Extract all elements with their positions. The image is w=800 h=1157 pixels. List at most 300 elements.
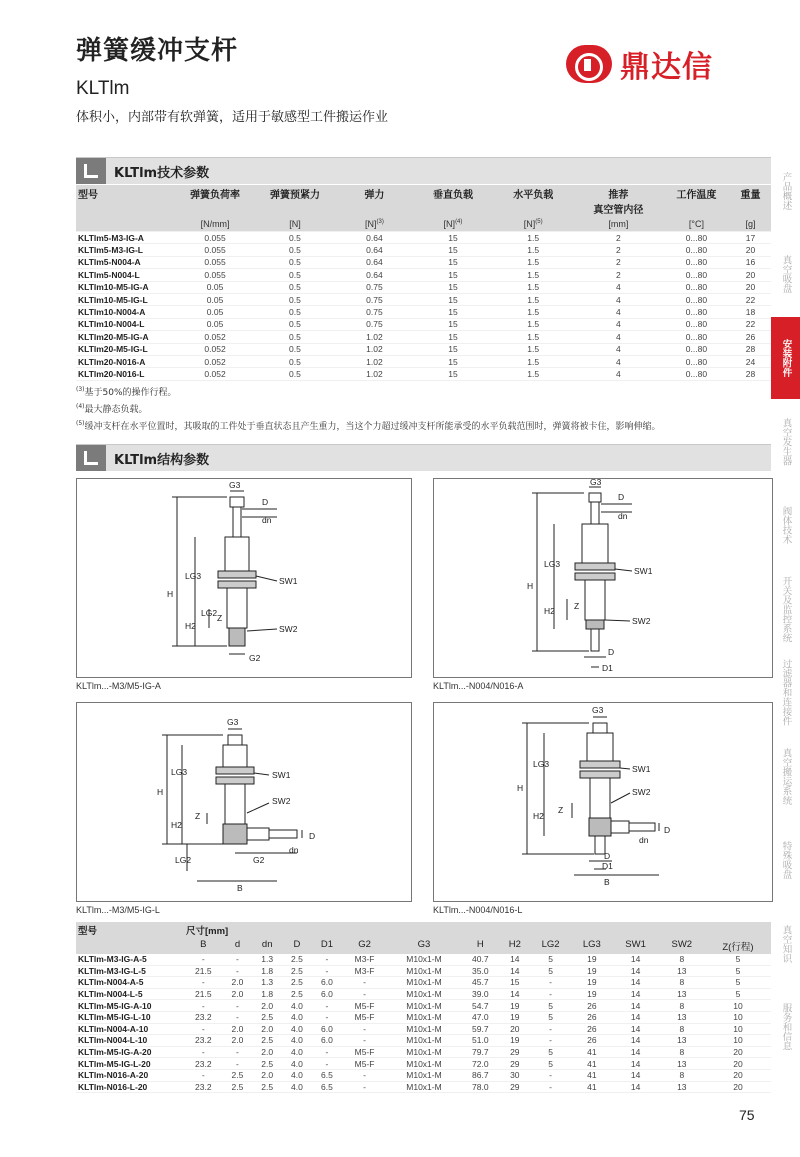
table-cell: 15: [500, 977, 530, 989]
sidebar-item[interactable]: [771, 485, 800, 567]
table-cell: 1.02: [336, 343, 414, 355]
table-cell: 4.0: [282, 1023, 312, 1035]
table-cell: 18: [730, 306, 771, 318]
table-cell: 51.0: [461, 1035, 500, 1047]
table-cell: 14: [613, 1058, 659, 1070]
table-cell: 15: [413, 244, 492, 256]
table-cell: 10: [705, 1023, 771, 1035]
sidebar-item-label: 真空搬运系统: [780, 747, 792, 805]
table-cell: M10x1-M: [387, 1000, 461, 1012]
sidebar-item-label: 真空知识: [780, 924, 792, 963]
table-cell: 2.5: [252, 1035, 282, 1047]
label-dn: dn: [639, 835, 649, 845]
table-cell: -: [342, 1035, 387, 1047]
label-h2: H2: [171, 820, 182, 830]
struct-section-header: [76, 444, 771, 471]
table-cell: 14: [613, 1000, 659, 1012]
table-cell: 0.64: [336, 232, 414, 244]
table-cell: 1.5: [493, 343, 574, 355]
table-cell: 0.75: [336, 306, 414, 318]
table-cell: 29: [500, 1058, 530, 1070]
table-cell: 15: [413, 331, 492, 343]
table-cell: 2.5: [223, 1069, 253, 1081]
table-cell: 24: [730, 355, 771, 367]
table-cell: 30: [500, 1069, 530, 1081]
label-h2: H2: [185, 621, 196, 631]
footnote: $^{(5)}$缓冲支杆在水平位置时，其吸取的工件处于垂直状态且产生重力，当这个力超过缓冲支杆所能承受的水平负载范围时，弹簧将被卡住，影响伸缩。: [76, 420, 661, 432]
table-cell: 0.052: [176, 355, 255, 367]
sidebar-item-label: 真空吸盘: [780, 255, 792, 294]
table-cell: 0.05: [176, 306, 255, 318]
tech-col-header: 垂直负载: [413, 185, 492, 217]
table-cell: 2.5: [252, 1058, 282, 1070]
tech-col-header: 弹力: [336, 185, 414, 217]
table-cell: 13: [659, 988, 705, 1000]
table-cell: M10x1-M: [387, 1058, 461, 1070]
table-row: [76, 368, 771, 380]
table-cell: 41: [571, 1069, 612, 1081]
table-cell: 4: [574, 343, 663, 355]
table-cell: KLTlm5-N004-L: [76, 269, 176, 281]
tech-notes: [76, 383, 661, 434]
label-h: H: [527, 581, 534, 591]
table-row: [76, 269, 771, 281]
table-cell: 28: [730, 343, 771, 355]
label-dn: dn: [289, 845, 299, 855]
label-d1: D1: [602, 663, 613, 673]
table-cell: 0.64: [336, 244, 414, 256]
label-b: B: [237, 883, 243, 893]
tech-col-header: 水平负载: [493, 185, 574, 217]
label-sw2: SW2: [272, 796, 291, 806]
dim-size-header: 尺寸[mm]: [184, 922, 771, 938]
table-cell: KLTlm20-N016-A: [76, 355, 176, 367]
dim-col-header: B: [184, 938, 223, 954]
table-row: [76, 1000, 771, 1012]
table-row: [76, 1046, 771, 1058]
table-cell: 15: [413, 232, 492, 244]
footnote: $^{(4)}$最大静态负载。: [76, 403, 148, 415]
table-cell: 14: [613, 988, 659, 1000]
table-cell: 20: [730, 269, 771, 281]
label-z: Z: [217, 613, 223, 623]
sidebar-item-label: 阀体技术: [780, 506, 792, 545]
dim-col-header: d: [223, 938, 253, 954]
label-d: D: [608, 647, 615, 657]
brand-logo: [566, 42, 713, 86]
label-g3: G3: [592, 705, 604, 715]
table-cell: 20: [705, 1081, 771, 1093]
table-cell: 0.5: [254, 368, 335, 380]
table-cell: KLTlm5-M3-IG-L: [76, 244, 176, 256]
table-cell: 78.0: [461, 1081, 500, 1093]
table-cell: -: [223, 1000, 253, 1012]
table-cell: 15: [413, 368, 492, 380]
label-lg2: LG2: [175, 855, 192, 865]
table-cell: 8: [659, 1000, 705, 1012]
table-cell: 1.5: [493, 244, 574, 256]
table-cell: 0.5: [254, 256, 335, 268]
table-cell: -: [184, 977, 223, 989]
page-number: 75: [739, 1107, 755, 1123]
table-cell: 5: [705, 977, 771, 989]
dim-col-header: Z(行程): [705, 938, 771, 954]
label-z: Z: [558, 805, 564, 815]
table-row: [76, 232, 771, 244]
table-cell: 35.0: [461, 965, 500, 977]
table-cell: 0.5: [254, 306, 335, 318]
table-cell: 59.7: [461, 1023, 500, 1035]
table-cell: 0...80: [663, 269, 730, 281]
table-cell: 0.64: [336, 256, 414, 268]
product-model: KLTlm: [76, 78, 130, 99]
table-cell: 0...80: [663, 343, 730, 355]
sidebar-item[interactable]: [771, 568, 800, 650]
caption-fig2: KLTlm...-N004/N016-A: [433, 681, 524, 691]
label-sw1: SW1: [272, 770, 291, 780]
table-cell: 1.3: [252, 954, 282, 965]
table-row: [76, 256, 771, 268]
table-cell: 4.0: [282, 1081, 312, 1093]
table-cell: 0.055: [176, 232, 255, 244]
label-g3: G3: [227, 717, 239, 727]
label-sw1: SW1: [279, 576, 298, 586]
table-cell: 23.2: [184, 1035, 223, 1047]
tech-col-header: 弹簧负荷率: [176, 185, 255, 217]
table-cell: 41: [571, 1081, 612, 1093]
table-cell: 14: [500, 988, 530, 1000]
table-cell: 0.5: [254, 331, 335, 343]
table-cell: 5: [530, 1000, 571, 1012]
footnote: $^{(3)}$基于50%的操作行程。: [76, 386, 177, 398]
table-cell: 8: [659, 977, 705, 989]
table-cell: 2.0: [223, 1035, 253, 1047]
label-d1: D1: [602, 861, 613, 871]
table-cell: 14: [500, 954, 530, 965]
table-cell: 4.0: [282, 1046, 312, 1058]
table-cell: 13: [659, 1035, 705, 1047]
table-cell: 14: [613, 977, 659, 989]
sidebar-item[interactable]: [771, 234, 800, 316]
table-cell: -: [223, 965, 253, 977]
table-cell: 5: [705, 988, 771, 1000]
table-cell: M5-F: [342, 1000, 387, 1012]
table-cell: 6.0: [312, 1023, 342, 1035]
table-cell: 4.0: [282, 1000, 312, 1012]
table-cell: 1.5: [493, 256, 574, 268]
table-cell: 13: [659, 965, 705, 977]
table-cell: 0...80: [663, 318, 730, 330]
table-cell: 0.052: [176, 343, 255, 355]
table-cell: -: [223, 954, 253, 965]
table-cell: 2.0: [252, 1069, 282, 1081]
tech-section-title: KLTlm技术参数: [114, 165, 210, 181]
table-cell: 1.5: [493, 318, 574, 330]
table-cell: 0.05: [176, 293, 255, 305]
table-row: [76, 244, 771, 256]
table-cell: 2: [574, 232, 663, 244]
table-cell: 14: [613, 1035, 659, 1047]
table-cell: 10: [705, 1011, 771, 1023]
table-cell: 0...80: [663, 368, 730, 380]
table-cell: 14: [613, 1046, 659, 1058]
dim-col-header: H2: [500, 938, 530, 954]
table-cell: 2.0: [252, 1046, 282, 1058]
table-cell: 26: [571, 1035, 612, 1047]
logo-text: 鼎达信: [620, 50, 713, 85]
table-cell: KLTlm5-N004-A: [76, 256, 176, 268]
table-cell: 26: [571, 1000, 612, 1012]
table-cell: M10x1-M: [387, 1011, 461, 1023]
table-cell: 22: [730, 318, 771, 330]
table-row: [76, 1011, 771, 1023]
sidebar-item-label: 开关及监控系统: [780, 575, 792, 643]
table-cell: -: [312, 954, 342, 965]
table-row: [76, 1035, 771, 1047]
table-cell: 19: [571, 954, 612, 965]
table-cell: M5-F: [342, 1058, 387, 1070]
table-cell: M10x1-M: [387, 977, 461, 989]
table-cell: 15: [413, 269, 492, 281]
tech-col-header: 推荐 真空管内径: [574, 185, 663, 217]
table-cell: 29: [500, 1046, 530, 1058]
table-cell: 4: [574, 306, 663, 318]
table-cell: 2.5: [282, 988, 312, 1000]
sidebar-item[interactable]: [771, 986, 800, 1068]
table-cell: 1.5: [493, 331, 574, 343]
table-row: [76, 355, 771, 367]
table-cell: 20: [705, 1058, 771, 1070]
label-h: H: [157, 787, 164, 797]
table-cell: 5: [705, 965, 771, 977]
table-cell: M5-F: [342, 1046, 387, 1058]
sidebar-item[interactable]: [771, 819, 800, 901]
caption-fig3: KLTlm...-M3/M5-IG-L: [76, 905, 160, 915]
dim-col-header: LG2: [530, 938, 571, 954]
table-cell: KLTlm-M3-IG-L-5: [76, 965, 184, 977]
table-cell: -: [530, 988, 571, 1000]
table-cell: 4: [574, 368, 663, 380]
table-cell: KLTlm-M5-IG-A-10: [76, 1000, 184, 1012]
table-cell: -: [530, 977, 571, 989]
dim-col-header: SW2: [659, 938, 705, 954]
table-cell: -: [312, 1046, 342, 1058]
table-row: [76, 1058, 771, 1070]
table-cell: 4.0: [282, 1069, 312, 1081]
table-cell: -: [184, 1000, 223, 1012]
label-g3: G3: [229, 480, 241, 490]
label-d: D: [309, 831, 316, 841]
table-cell: 5: [705, 954, 771, 965]
table-cell: 8: [659, 1069, 705, 1081]
table-cell: 2.5: [282, 965, 312, 977]
sidebar-item[interactable]: [771, 150, 800, 232]
dim-model-header: 型号: [76, 922, 184, 954]
label-lg3: LG3: [533, 759, 550, 769]
table-cell: 5: [530, 1046, 571, 1058]
table-cell: 2.0: [252, 1000, 282, 1012]
tech-col-header: 重量: [730, 185, 771, 217]
sidebar-item-label: 安装附件: [780, 339, 792, 378]
dim-col-header: G3: [387, 938, 461, 954]
label-h: H: [517, 783, 524, 793]
table-cell: 0.5: [254, 244, 335, 256]
table-cell: M10x1-M: [387, 1069, 461, 1081]
table-cell: 15: [413, 281, 492, 293]
table-cell: 29: [500, 1081, 530, 1093]
label-h2: H2: [544, 606, 555, 616]
table-cell: 14: [500, 965, 530, 977]
label-sw1: SW1: [632, 764, 651, 774]
table-cell: 0...80: [663, 256, 730, 268]
sidebar-item-label: 过滤器和连接件: [780, 659, 792, 726]
table-cell: 1.5: [493, 306, 574, 318]
dim-col-header: SW1: [613, 938, 659, 954]
table-cell: -: [530, 1035, 571, 1047]
table-cell: 19: [571, 965, 612, 977]
table-cell: 19: [571, 988, 612, 1000]
sidebar-item[interactable]: [771, 401, 800, 483]
sidebar-item[interactable]: [771, 903, 800, 985]
dim-col-header: H: [461, 938, 500, 954]
table-row: [76, 306, 771, 318]
sidebar-item[interactable]: [771, 735, 800, 817]
table-cell: 0.5: [254, 355, 335, 367]
label-z: Z: [574, 601, 580, 611]
table-cell: -: [342, 977, 387, 989]
table-cell: 20: [705, 1046, 771, 1058]
table-cell: 0.5: [254, 318, 335, 330]
table-cell: 4: [574, 293, 663, 305]
table-cell: -: [530, 1081, 571, 1093]
table-cell: 13: [659, 1081, 705, 1093]
table-cell: 0...80: [663, 355, 730, 367]
table-cell: KLTlm-M5-IG-L-10: [76, 1011, 184, 1023]
table-cell: 8: [659, 1023, 705, 1035]
table-cell: 19: [500, 1011, 530, 1023]
tech-unit: [N]: [254, 217, 335, 232]
table-cell: 1.02: [336, 331, 414, 343]
table-cell: -: [223, 1011, 253, 1023]
dim-col-header: dn: [252, 938, 282, 954]
table-cell: 23.2: [184, 1058, 223, 1070]
table-cell: 15: [413, 343, 492, 355]
table-row: [76, 331, 771, 343]
table-cell: KLTlm-N004-A-10: [76, 1023, 184, 1035]
label-d: D: [618, 492, 625, 502]
sidebar-item[interactable]: [771, 317, 800, 399]
table-cell: 13: [659, 1058, 705, 1070]
label-lg2: LG2: [201, 608, 218, 618]
label-dn: dn: [618, 511, 628, 521]
table-cell: 0...80: [663, 331, 730, 343]
table-cell: KLTlm-M5-IG-A-20: [76, 1046, 184, 1058]
table-cell: 0.055: [176, 256, 255, 268]
table-cell: 0.5: [254, 343, 335, 355]
table-cell: 0...80: [663, 232, 730, 244]
table-cell: 86.7: [461, 1069, 500, 1081]
table-cell: -: [223, 1058, 253, 1070]
table-cell: 1.5: [493, 281, 574, 293]
table-row: [76, 988, 771, 1000]
table-cell: -: [342, 1081, 387, 1093]
table-cell: KLTlm5-M3-IG-A: [76, 232, 176, 244]
table-cell: KLTlm20-M5-IG-A: [76, 331, 176, 343]
sidebar-item-label: 特殊吸盘: [780, 840, 792, 879]
table-cell: 2.0: [223, 977, 253, 989]
table-cell: KLTlm-N004-A-5: [76, 977, 184, 989]
table-cell: 0...80: [663, 293, 730, 305]
tech-unit: [N/mm]: [176, 217, 255, 232]
table-cell: 14: [613, 1023, 659, 1035]
drawing-n004-n016-l: [433, 702, 773, 902]
table-row: [76, 977, 771, 989]
table-cell: -: [312, 1000, 342, 1012]
table-cell: 1.5: [493, 269, 574, 281]
table-cell: M3-F: [342, 954, 387, 965]
table-row: [76, 318, 771, 330]
table-cell: 19: [500, 1035, 530, 1047]
table-cell: 41: [571, 1046, 612, 1058]
table-cell: 5: [530, 954, 571, 965]
table-cell: 6.5: [312, 1081, 342, 1093]
sidebar-item[interactable]: [771, 652, 800, 734]
table-cell: KLTlm-M5-IG-L-20: [76, 1058, 184, 1070]
table-cell: M10x1-M: [387, 988, 461, 1000]
table-row: [76, 954, 771, 965]
tech-unit: [°C]: [663, 217, 730, 232]
table-cell: 26: [571, 1011, 612, 1023]
tech-section-header: [76, 157, 771, 184]
label-d: D: [604, 851, 611, 861]
table-cell: 0.75: [336, 281, 414, 293]
label-lg3: LG3: [185, 571, 202, 581]
label-g2: G2: [253, 855, 265, 865]
table-row: [76, 281, 771, 293]
table-cell: 5: [530, 1058, 571, 1070]
table-cell: -: [184, 954, 223, 965]
table-cell: 20: [500, 1023, 530, 1035]
label-sw2: SW2: [632, 787, 651, 797]
table-cell: 0.5: [254, 269, 335, 281]
table-row: [76, 1081, 771, 1093]
table-cell: 21.5: [184, 965, 223, 977]
dimensions-table: [76, 922, 771, 1093]
label-sw2: SW2: [279, 624, 298, 634]
drawing-n004-n016-a: [433, 478, 773, 678]
label-d: D: [262, 497, 269, 507]
tech-unit: $[N]^{(3)}$: [336, 217, 414, 232]
table-cell: -: [184, 1046, 223, 1058]
table-cell: 2.0: [223, 1023, 253, 1035]
table-cell: 15: [413, 306, 492, 318]
table-cell: 4: [574, 318, 663, 330]
page-title: 弹簧缓冲支杆: [76, 36, 239, 66]
label-g2: G2: [249, 653, 261, 663]
table-cell: 0...80: [663, 244, 730, 256]
table-cell: M3-F: [342, 965, 387, 977]
table-cell: -: [223, 1046, 253, 1058]
table-row: [76, 965, 771, 977]
table-cell: KLTlm20-N016-L: [76, 368, 176, 380]
table-cell: 79.7: [461, 1046, 500, 1058]
table-cell: 26: [571, 1023, 612, 1035]
table-cell: 28: [730, 368, 771, 380]
table-cell: -: [342, 988, 387, 1000]
table-cell: 0...80: [663, 306, 730, 318]
label-z: Z: [195, 811, 201, 821]
table-cell: 1.5: [493, 368, 574, 380]
